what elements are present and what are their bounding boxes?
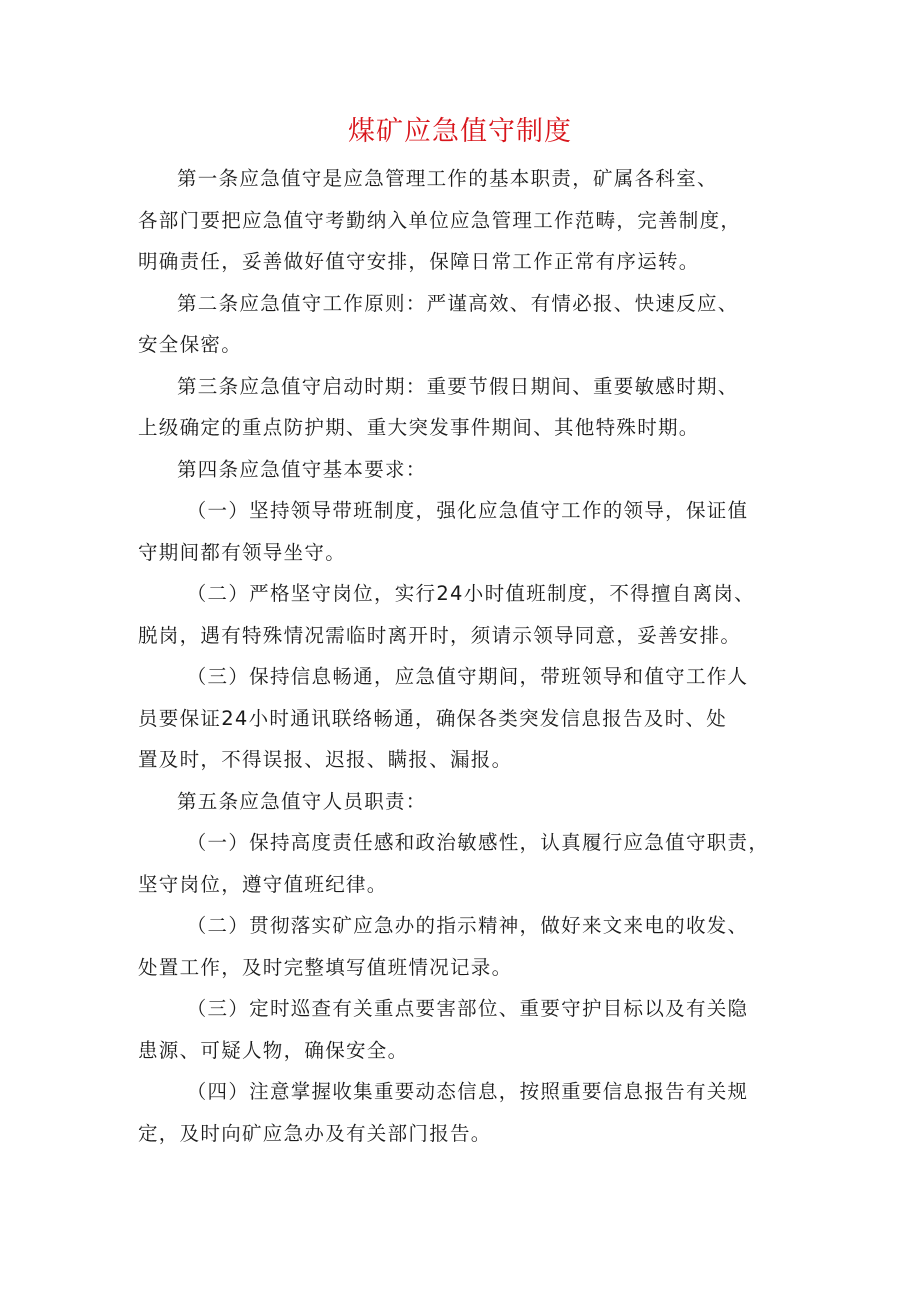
text-line: 各部门要把应急值守考勤纳入单位应急管理工作范畴，完善制度， [138,208,742,232]
text-line: 上级确定的重点防护期、重大突发事件期间、其他特殊时期。 [138,416,700,439]
document-body [138,158,778,1154]
article-5-item-1 [138,822,778,905]
text-line: 安全保密。 [138,333,243,356]
article-3-paragraph [138,366,778,449]
article-4-heading [138,449,778,491]
article-4-item-3 [138,656,778,781]
text-line: 第二条应急值守工作原则：严谨高效、有情必报、快速反应、 [177,291,739,315]
document-title: 煤矿应急值守制度 [348,116,572,147]
article-5-item-3 [138,988,778,1071]
text-line: （二）严格坚守岗位，实行24小时值班制度，不得擅自离岗、 [186,582,755,605]
text-line: 第四条应急值守基本要求： [177,457,427,481]
article-5-item-4 [138,1071,778,1154]
article-4-item-2 [138,573,778,656]
text-line: 脱岗，遇有特殊情况需临时离开时，须请示领导同意，妥善安排。 [138,623,742,647]
article-4-item-1 [138,490,778,573]
article-5-heading [138,781,778,823]
article-1-paragraph [138,158,778,283]
text-line: 守期间都有领导坐守。 [138,540,347,564]
text-line: 置及时，不得误报、迟报、瞒报、漏报。 [138,748,513,771]
text-line: 坚守岗位，遵守值班纪律。 [138,872,388,896]
text-line: （一）坚持领导带班制度，强化应急值守工作的领导，保证值 [186,499,749,522]
article-5-item-2 [138,905,778,988]
text-line: 处置工作，及时完整填写值班情况记录。 [138,955,513,979]
text-line: 第一条应急值守是应急管理工作的基本职责，矿属各科室、 [177,167,718,190]
text-line: 员要保证24小时通讯联络畅通，确保各类突发信息报告及时、处 [138,706,728,730]
article-2-paragraph [138,283,778,366]
text-line: （二）贯彻落实矿应急办的指示精神，做好来文来电的收发、 [186,914,749,937]
text-line: 第三条应急值守启动时期：重要节假日期间、重要敏感时期、 [177,374,739,398]
text-line: 第五条应急值守人员职责： [177,789,427,813]
text-line: 明确责任，妥善做好值守安排，保障日常工作正常有序运转。 [138,250,700,273]
text-line: 患源、可疑人物，确保安全。 [138,1038,409,1062]
text-line: （一）保持高度责任感和政治敏感性，认真履行应急值守职责， [186,831,770,854]
text-line: （四）注意掌握收集重要动态信息，按照重要信息报告有关规 [186,1080,749,1103]
text-line: （三）保持信息畅通，应急值守期间，带班领导和值守工作人 [186,665,749,688]
text-line: 定，及时向矿应急办及有关部门报告。 [138,1121,492,1145]
text-line: （三）定时巡查有关重点要害部位、重要守护目标以及有关隐 [186,997,749,1020]
